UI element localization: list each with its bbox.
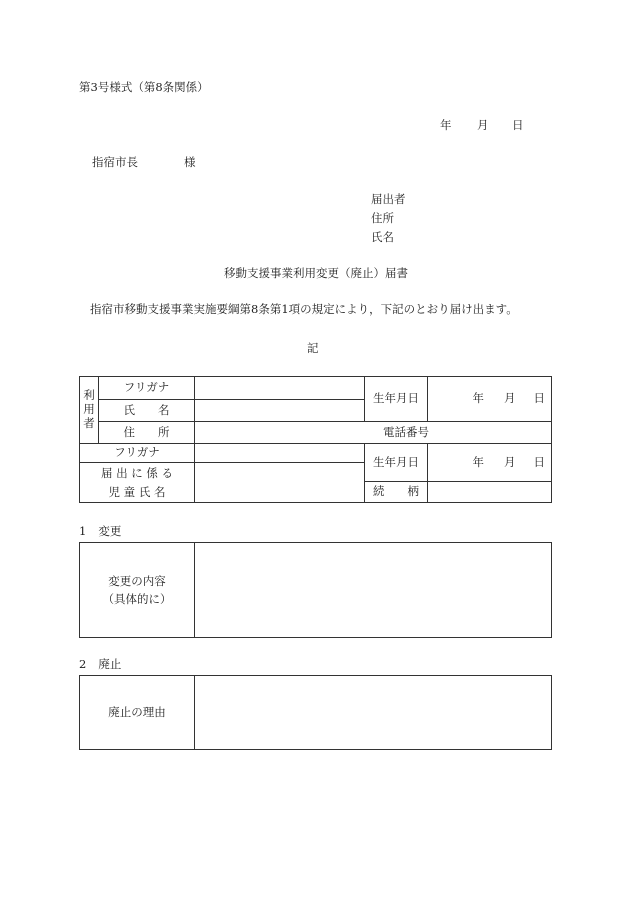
child-birthdate-label: 生年月日	[365, 444, 428, 482]
change-label-line1: 変更の内容	[108, 573, 166, 588]
ki-label: 記	[307, 341, 319, 355]
child-furigana-field[interactable]	[195, 444, 365, 463]
date-month-label: 月	[477, 118, 489, 132]
addressee-honorific: 様	[184, 155, 196, 169]
change-label-line2: （具体的に）	[102, 592, 172, 606]
relationship-label: 続 柄	[365, 482, 428, 503]
section-abolish-title: 廃止	[98, 657, 122, 671]
section-change-number: 1	[79, 524, 87, 538]
child-birth-year: 年	[472, 454, 484, 469]
user-label-cell	[80, 377, 99, 444]
user-name-label: 氏 名	[99, 400, 195, 422]
user-address-label: 住 所	[99, 422, 195, 444]
child-name-field[interactable]	[195, 463, 365, 503]
user-furigana-label: フリガナ	[99, 377, 195, 400]
reporter-name-label: 氏名	[371, 230, 394, 244]
child-birth-month: 月	[504, 454, 516, 469]
body-text: 指宿市移動支援事業実施要綱第8条第1項の規定により，下記のとおり届け出ます。	[90, 302, 518, 316]
child-birth-day: 日	[533, 454, 545, 469]
relationship-field[interactable]	[428, 482, 552, 503]
document-title: 移動支援事業利用変更（廃止）届書	[224, 266, 408, 280]
user-address-field[interactable]	[195, 422, 552, 444]
section-abolish-heading	[79, 659, 121, 671]
applicant-info-table	[79, 376, 552, 503]
user-birthdate-field[interactable]	[428, 377, 552, 422]
user-birth-year: 年	[472, 391, 484, 406]
abolish-table	[79, 675, 552, 750]
form-number: 第3号様式（第8条関係）	[79, 80, 209, 94]
section-abolish-number: 2	[79, 657, 87, 671]
section-change-heading	[79, 526, 121, 538]
abolish-reason-field[interactable]	[195, 676, 552, 750]
abolish-reason-label: 廃止の理由	[80, 676, 195, 750]
user-furigana-field[interactable]	[195, 377, 365, 400]
change-details-field[interactable]	[195, 543, 552, 638]
reporter-address-label: 住所	[371, 211, 394, 225]
user-birth-month: 月	[504, 391, 516, 406]
reporter-label: 届出者	[371, 192, 406, 206]
change-table	[79, 542, 552, 638]
date-day-label: 日	[512, 118, 524, 132]
child-name-label-cell	[80, 463, 195, 503]
phone-number-label: 電話番号	[383, 424, 429, 439]
section-change-title: 変更	[98, 524, 122, 538]
child-furigana-label: フリガナ	[80, 444, 195, 463]
user-birth-day: 日	[533, 391, 545, 406]
change-label-cell	[80, 543, 195, 638]
child-name-label-line1: 届 出 に 係 る	[100, 466, 174, 481]
child-birthdate-field[interactable]	[428, 444, 552, 482]
user-birthdate-label: 生年月日	[365, 377, 428, 422]
user-name-field[interactable]	[195, 400, 365, 422]
date-year-label: 年	[440, 118, 452, 132]
user-label: 利用者	[83, 388, 95, 430]
child-name-label-line2: 児 童 氏 名	[108, 484, 166, 499]
addressee-name: 指宿市長	[92, 155, 138, 169]
